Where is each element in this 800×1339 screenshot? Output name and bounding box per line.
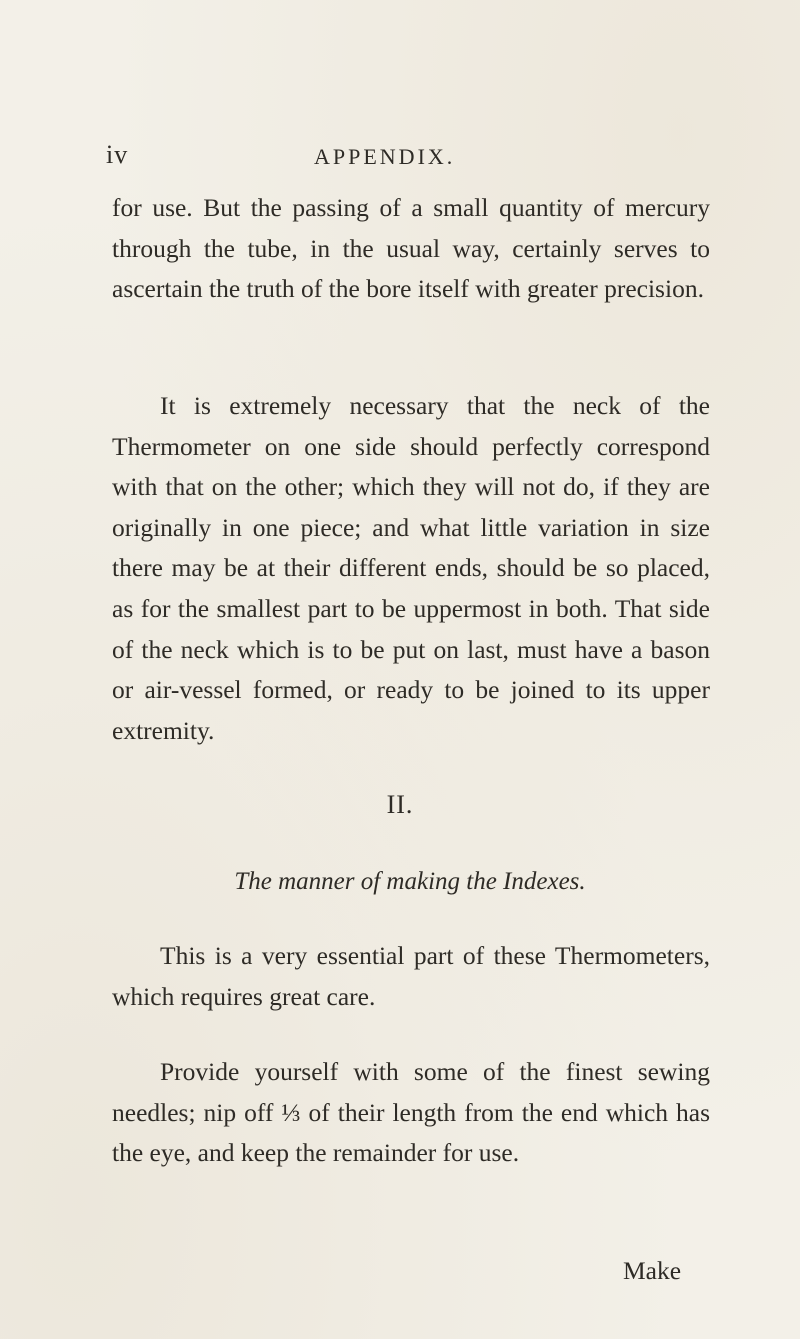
- page-header: [106, 140, 714, 180]
- running-head: APPENDIX.: [314, 144, 456, 169]
- paragraph-indexes-intro: This is a very essential part of these Thermometers, which requires great care.: [112, 941, 710, 1011]
- paragraph-continuation: for use. But the passing of a small quantity of mercury through the tube, in the usual way, certainly serves to ascertain the truth of the bore itself with greater precision.: [112, 193, 710, 304]
- catchword: Make: [623, 1256, 682, 1285]
- page-number: iv: [106, 140, 129, 169]
- section-number: II.: [386, 790, 414, 819]
- paragraph-thermometer-neck: It is extremely necessary that the neck of the Thermometer on one side should perfectly correspond with that on the other; which they will not do, if they are originally in one piece; and what little variation in size there may be at their different ends, should be so placed, as for the smallest part to be uppermost in both. That side of the neck which is to be put on last, must have a bason or air-vessel formed, or ready to be joined to its upper extremity.: [112, 391, 710, 745]
- section-title: The manner of making the Indexes.: [234, 868, 586, 895]
- paragraph-sewing-needles: Provide yourself with some of the finest sewing needles; nip off ⅓ of their length from the end which has the eye, and keep the remainder for use.: [112, 1057, 710, 1168]
